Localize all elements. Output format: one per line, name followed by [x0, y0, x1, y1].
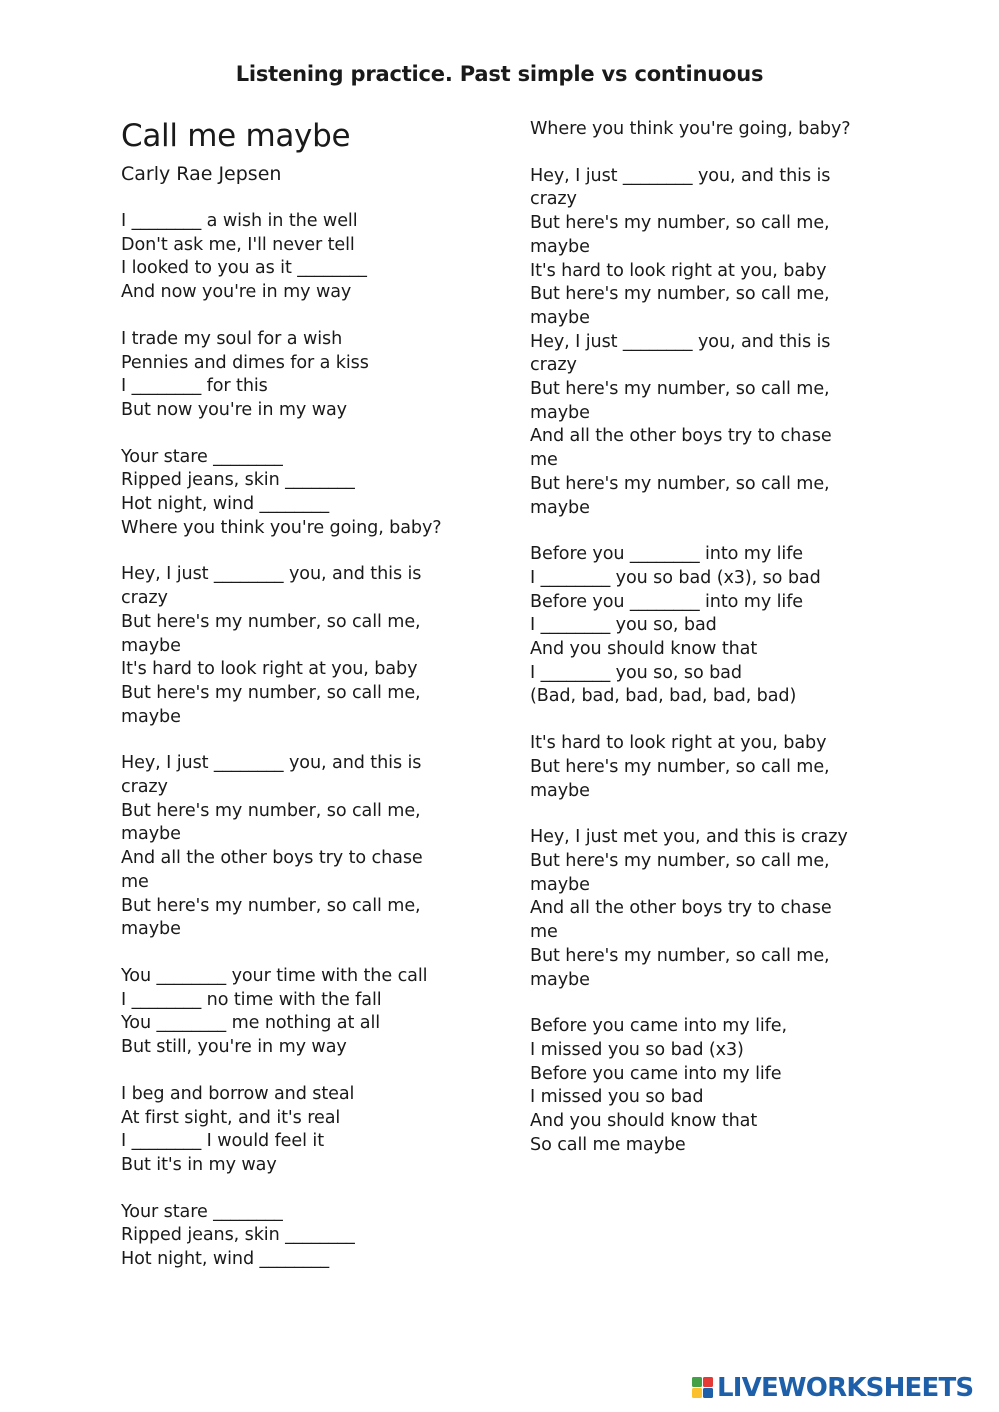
lyrics-stanza: [530, 543, 877, 709]
lyric-line: And all the other boys try to chase: [530, 426, 832, 447]
lyric-line: maybe: [530, 874, 590, 895]
lyric-line: maybe: [121, 824, 181, 845]
lyric-line: But here's my number, so call me,: [121, 611, 421, 632]
lyric-line: Before you ________ into my life: [530, 591, 804, 612]
lyric-line: maybe: [121, 635, 181, 656]
lyric-line: I ________ I would feel it: [121, 1131, 324, 1152]
lyric-line: maybe: [530, 969, 590, 990]
lyrics-stanza: [121, 1201, 468, 1272]
lyric-line: So call me maybe: [530, 1134, 686, 1155]
lyric-line: But now you're in my way: [121, 399, 347, 420]
right-column: [530, 118, 877, 1157]
lyrics-stanza: [530, 1015, 877, 1157]
liveworksheets-logo-icon: [692, 1375, 714, 1401]
lyric-line: Before you came into my life: [530, 1063, 782, 1084]
lyrics-stanza: [530, 826, 877, 992]
song-title: Call me maybe: [121, 118, 351, 154]
lyric-line: maybe: [530, 497, 590, 518]
lyric-line: Before you ________ into my life: [530, 544, 804, 565]
lyric-line: But here's my number, so call me,: [530, 756, 830, 777]
lyric-line: And all the other boys try to chase: [121, 848, 423, 869]
lyric-line: And you should know that: [530, 1111, 758, 1132]
left-lyrics: [121, 210, 468, 1272]
lyrics-stanza: [530, 165, 877, 521]
lyric-line: Before you came into my life,: [530, 1016, 787, 1037]
lyrics-stanza: [121, 1083, 468, 1178]
lyric-line: I trade my soul for a wish: [121, 328, 343, 349]
lyric-line: Pennies and dimes for a kiss: [121, 352, 369, 373]
lyric-line: maybe: [530, 307, 590, 328]
lyric-line: maybe: [121, 919, 181, 940]
lyric-line: Hot night, wind ________: [121, 1249, 330, 1270]
lyric-line: You ________ your time with the call: [121, 965, 428, 986]
worksheet-title: Listening practice. Past simple vs continuous: [235, 62, 764, 86]
lyric-line: Ripped jeans, skin ________: [121, 470, 355, 491]
lyric-line: Hey, I just ________ you, and this is: [121, 564, 422, 585]
lyric-line: Hey, I just ________ you, and this is: [530, 331, 831, 352]
lyric-line: crazy: [530, 189, 577, 210]
lyrics-stanza: [530, 732, 877, 803]
lyric-line: me: [530, 450, 558, 471]
lyric-line: I ________ no time with the fall: [121, 989, 382, 1010]
lyric-line: maybe: [530, 780, 590, 801]
lyric-line: Hey, I just ________ you, and this is: [530, 165, 831, 186]
lyrics-stanza: [121, 965, 468, 1060]
lyric-line: But here's my number, so call me,: [530, 213, 830, 234]
lyric-line: But here's my number, so call me,: [530, 379, 830, 400]
lyric-line: It's hard to look right at you, baby: [121, 659, 418, 680]
lyric-line: I missed you so bad (x3): [530, 1039, 744, 1060]
lyric-line: I ________ you so, so bad: [530, 662, 742, 683]
right-lyrics: [530, 118, 877, 1157]
lyric-line: Where you think you're going, baby?: [530, 119, 851, 139]
liveworksheets-logo-text: LIVEWORKSHEETS: [717, 1373, 974, 1403]
lyric-line: But here's my number, so call me,: [121, 895, 421, 916]
lyric-line: maybe: [121, 706, 181, 727]
lyric-line: crazy: [530, 355, 577, 376]
left-column: [121, 116, 468, 1272]
lyrics-stanza: [121, 563, 468, 729]
lyric-line: But here's my number, so call me,: [121, 682, 421, 703]
lyric-line: Where you think you're going, baby?: [121, 517, 442, 538]
lyric-line: Hot night, wind ________: [121, 494, 330, 515]
lyric-line: But here's my number, so call me,: [530, 473, 830, 494]
lyric-line: I ________ you so, bad: [530, 615, 717, 636]
lyrics-stanza: [121, 752, 468, 942]
lyric-line: It's hard to look right at you, baby: [530, 260, 827, 281]
liveworksheets-logo[interactable]: [692, 1372, 973, 1404]
lyric-line: I beg and borrow and steal: [121, 1083, 355, 1104]
lyric-line: me: [121, 871, 149, 892]
lyric-line: maybe: [530, 236, 590, 257]
lyric-line: me: [530, 922, 558, 943]
lyrics-stanza: [121, 210, 468, 305]
lyric-line: But here's my number, so call me,: [121, 800, 421, 821]
song-artist: Carly Rae Jepsen: [121, 163, 282, 185]
lyric-line: But here's my number, so call me,: [530, 284, 830, 305]
lyrics-stanza: [121, 446, 468, 541]
lyric-line: And you should know that: [530, 639, 758, 660]
lyric-line: And now you're in my way: [121, 282, 352, 303]
lyric-line: Ripped jeans, skin ________: [121, 1225, 355, 1246]
lyric-line: But here's my number, so call me,: [530, 850, 830, 871]
lyric-line: But it's in my way: [121, 1154, 277, 1175]
lyric-line: Your stare ________: [121, 446, 283, 467]
lyric-line: crazy: [121, 588, 168, 609]
lyric-line: You ________ me nothing at all: [121, 1013, 381, 1034]
lyric-line: I ________ for this: [121, 376, 268, 397]
lyric-line: But here's my number, so call me,: [530, 945, 830, 966]
lyric-line: It's hard to look right at you, baby: [530, 733, 827, 754]
lyric-line: I missed you so bad: [530, 1087, 704, 1108]
lyric-line: I ________ you so bad (x3), so bad: [530, 567, 821, 588]
lyric-line: crazy: [121, 777, 168, 798]
lyric-line: But still, you're in my way: [121, 1037, 347, 1058]
lyrics-stanza: [121, 328, 468, 423]
lyric-line: I ________ a wish in the well: [121, 211, 358, 231]
lyric-line: maybe: [530, 402, 590, 423]
lyric-line: Don't ask me, I'll never tell: [121, 234, 355, 255]
lyric-line: Hey, I just met you, and this is crazy: [530, 827, 848, 848]
lyric-line: And all the other boys try to chase: [530, 898, 832, 919]
lyric-line: (Bad, bad, bad, bad, bad, bad): [530, 686, 797, 707]
lyrics-stanza: [530, 118, 877, 142]
lyric-line: I looked to you as it ________: [121, 258, 367, 279]
lyric-line: Hey, I just ________ you, and this is: [121, 753, 422, 774]
lyric-line: Your stare ________: [121, 1201, 283, 1222]
lyric-line: At first sight, and it's real: [121, 1107, 341, 1128]
